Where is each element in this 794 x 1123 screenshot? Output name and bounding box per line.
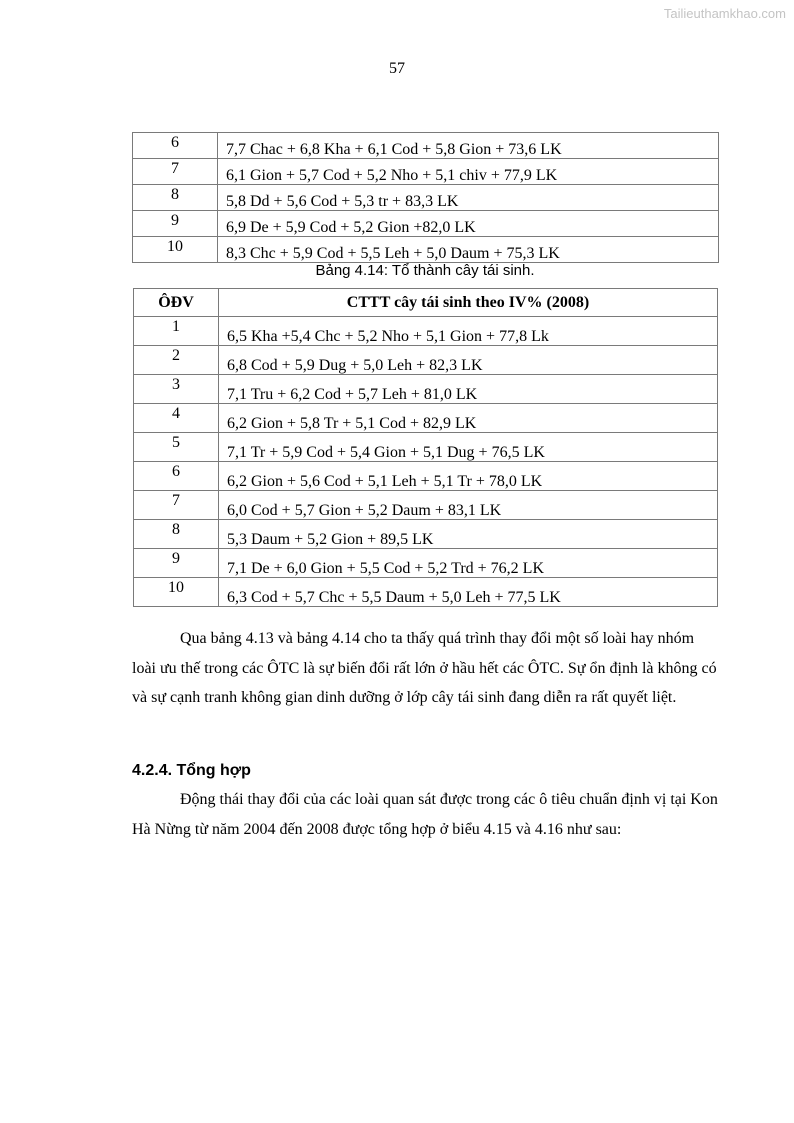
row-number: 7: [133, 159, 218, 185]
table-row: [133, 133, 719, 159]
table-row: [134, 433, 718, 462]
table-row: [133, 211, 719, 237]
table-row: [134, 375, 718, 404]
header-plot-column: ÔĐV: [134, 289, 219, 317]
composition-formula: 6,0 Cod + 5,7 Gion + 5,2 Daum + 83,1 LK: [219, 491, 718, 520]
row-number: 7: [134, 491, 219, 520]
table-row: [134, 520, 718, 549]
section-heading: 4.2.4. Tổng hợp: [132, 762, 251, 779]
row-number: 9: [134, 549, 219, 578]
table-row: [134, 462, 718, 491]
row-number: 5: [134, 433, 219, 462]
table-row: [133, 237, 719, 263]
table-header-row: [134, 289, 718, 317]
table-row: [133, 159, 719, 185]
table-row: [133, 185, 719, 211]
row-number: 8: [133, 185, 218, 211]
composition-formula: 6,8 Cod + 5,9 Dug + 5,0 Leh + 82,3 LK: [219, 346, 718, 375]
composition-formula: 8,3 Chc + 5,9 Cod + 5,5 Leh + 5,0 Daum + 75,3 LK: [218, 237, 719, 263]
row-number: 10: [133, 237, 218, 263]
composition-formula: 6,1 Gion + 5,7 Cod + 5,2 Nho + 5,1 chiv + 77,9 LK: [218, 159, 719, 185]
table-row: [134, 578, 718, 607]
composition-formula: 5,3 Daum + 5,2 Gion + 89,5 LK: [219, 520, 718, 549]
row-number: 10: [134, 578, 219, 607]
composition-formula: 5,8 Dd + 5,6 Cod + 5,3 tr + 83,3 LK: [218, 185, 719, 211]
row-number: 1: [134, 317, 219, 346]
paragraph-analysis-text: Qua bảng 4.13 và bảng 4.14 cho ta thấy quá trình thay đổi một số loài hay nhóm loài ưu thế trong các ÔTC là sự biến đổi rất lớn ở hầu hết các ÔTC. Sự ổn định là không có và sự cạnh tranh không gian dinh dưỡng ở lớp cây tái sinh đang diễn ra rất quyết liệt.: [132, 630, 717, 706]
composition-formula: 6,9 De + 5,9 Cod + 5,2 Gion +82,0 LK: [218, 211, 719, 237]
table-continued: [132, 132, 719, 263]
header-composition-column: CTTT cây tái sinh theo IV% (2008): [219, 289, 718, 317]
row-number: 4: [134, 404, 219, 433]
composition-formula: 7,7 Chac + 6,8 Kha + 6,1 Cod + 5,8 Gion + 73,6 LK: [218, 133, 719, 159]
table-row: [134, 317, 718, 346]
composition-formula: 6,3 Cod + 5,7 Chc + 5,5 Daum + 5,0 Leh + 77,5 LK: [219, 578, 718, 607]
paragraph-analysis: [132, 624, 722, 713]
composition-formula: 7,1 De + 6,0 Gion + 5,5 Cod + 5,2 Trd + 76,2 LK: [219, 549, 718, 578]
composition-formula: 6,2 Gion + 5,6 Cod + 5,1 Leh + 5,1 Tr + 78,0 LK: [219, 462, 718, 491]
composition-formula: 6,2 Gion + 5,8 Tr + 5,1 Cod + 82,9 LK: [219, 404, 718, 433]
table-caption: Bảng 4.14: Tổ thành cây tái sinh.: [315, 262, 535, 279]
paragraph-summary: [132, 785, 722, 844]
page-number: 57: [389, 60, 405, 77]
table-row: [134, 491, 718, 520]
table-row: [134, 549, 718, 578]
row-number: 8: [134, 520, 219, 549]
row-number: 6: [133, 133, 218, 159]
paragraph-summary-text: Động thái thay đổi của các loài quan sát được trong các ô tiêu chuẩn định vị tại Kon Hà Nừng từ năm 2004 đến 2008 được tổng hợp ở biểu 4.15 và 4.16 như sau:: [132, 791, 718, 838]
row-number: 3: [134, 375, 219, 404]
table-row: [134, 404, 718, 433]
composition-formula: 7,1 Tr + 5,9 Cod + 5,4 Gion + 5,1 Dug + 76,5 LK: [219, 433, 718, 462]
row-number: 2: [134, 346, 219, 375]
table-4-14: [133, 288, 718, 607]
watermark: Tailieuthamkhao.com: [663, 6, 786, 21]
row-number: 6: [134, 462, 219, 491]
composition-formula: 6,5 Kha +5,4 Chc + 5,2 Nho + 5,1 Gion + 77,8 Lk: [219, 317, 718, 346]
row-number: 9: [133, 211, 218, 237]
table-row: [134, 346, 718, 375]
composition-formula: 7,1 Tru + 6,2 Cod + 5,7 Leh + 81,0 LK: [219, 375, 718, 404]
